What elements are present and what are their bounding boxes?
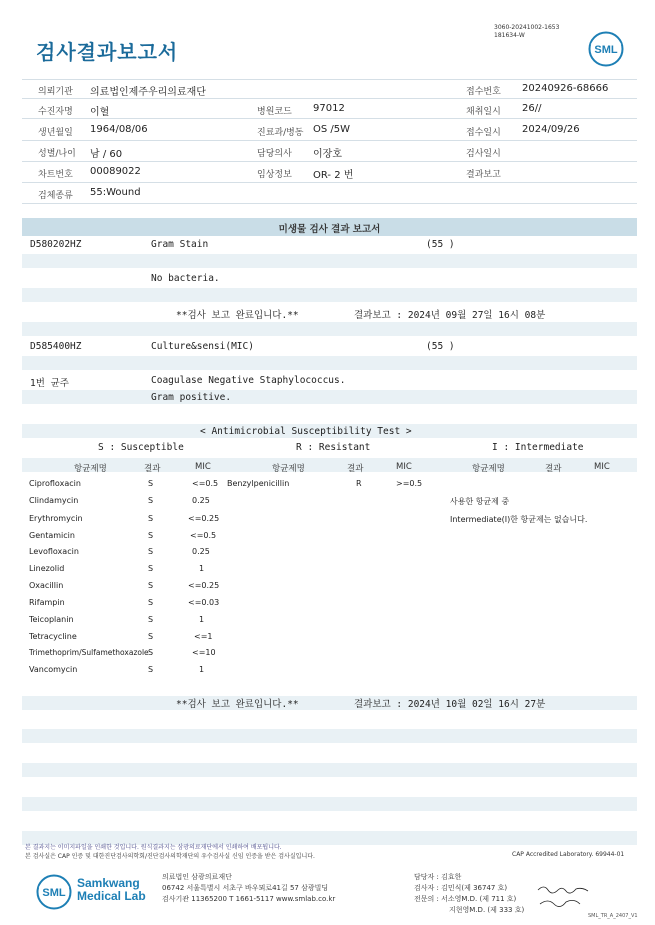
test1-result: No bacteria. xyxy=(151,273,220,284)
test1-report-time: 결과보고 : 2024년 09월 27일 16시 08분 xyxy=(354,310,546,321)
examinee-label: 수진자명 xyxy=(38,107,73,117)
dept-value: OS /5W xyxy=(313,124,351,135)
examinee-value: 이혈 xyxy=(90,107,110,118)
ast-drug: Tetracycline xyxy=(29,632,77,641)
ast-col-mic-3: MIC xyxy=(594,462,610,472)
chart-label: 차트번호 xyxy=(38,170,73,180)
organism-gram: Gram positive. xyxy=(151,392,232,403)
test1-specimen: (55 ) xyxy=(426,239,455,250)
ast-result: S xyxy=(148,632,154,641)
sml-logo-text: SML xyxy=(594,44,618,56)
ast-drug: Vancomycin xyxy=(29,665,78,674)
org-info xyxy=(162,872,335,905)
org-name: 의료법인 삼광의료재단 xyxy=(162,873,232,881)
footer-note-1: 본 결과지는 이미지파일을 인쇄한 것입니다. 원식결과지는 삼광의료재단에서 인쇄하여 배포됩니다. xyxy=(25,844,282,851)
ast-legend-i: I : Intermediate xyxy=(492,442,584,453)
ast-mic: <=0.03 xyxy=(188,598,220,607)
staff-line-1: 담당자 : 김효한 xyxy=(414,873,462,881)
ast-col2-mic: >=0.5 xyxy=(396,479,423,488)
sml-logo-icon xyxy=(588,31,624,67)
test2-specimen: (55 ) xyxy=(426,341,455,352)
ast-result: S xyxy=(148,531,154,540)
ast-result: S xyxy=(148,665,154,674)
ast-mic: <=0.5 xyxy=(190,531,217,540)
test2-code: D585400HZ xyxy=(30,341,82,352)
ast-legend-s: S : Susceptible xyxy=(98,442,184,453)
ast-mic: 1 xyxy=(199,564,205,573)
ast-note-1: 사용한 항균제 중 xyxy=(450,497,510,506)
sex-age-label: 성별/나이 xyxy=(38,149,76,159)
ast-mic: <=0.25 xyxy=(188,514,220,523)
ast-col2-result: R xyxy=(356,479,362,488)
clinical-label: 임상정보 xyxy=(257,170,292,180)
ast-col-result-2: 결과 xyxy=(347,464,364,474)
ast-result: S xyxy=(148,479,154,488)
birth-value: 1964/08/06 xyxy=(90,124,148,135)
ast-result: S xyxy=(148,598,154,607)
test-date-label: 검사일시 xyxy=(466,149,501,159)
reception-no-label: 접수번호 xyxy=(466,87,501,97)
ast-result: S xyxy=(148,564,154,573)
institution-label: 의뢰기관 xyxy=(38,87,73,97)
document-id-line2: 181634-W xyxy=(494,32,525,39)
ast-note-2: Intermediate(I)한 항균제는 없습니다. xyxy=(450,515,588,524)
report-title: 검사결과보고서 xyxy=(36,40,179,64)
staff-line-3: 전문의 : 서소영M.D. (제 711 호) xyxy=(414,895,517,903)
sex-age-value: 남 / 60 xyxy=(90,149,123,160)
signature-image xyxy=(536,880,596,914)
brand-name xyxy=(77,877,146,903)
organism-label: 1번 균주 xyxy=(30,378,69,389)
test1-name: Gram Stain xyxy=(151,239,209,250)
institution-value: 의료법인제주우리의료재단 xyxy=(90,87,206,98)
sml-footer-logo-text: SML xyxy=(42,887,66,899)
ast-mic: <=0.5 xyxy=(192,479,219,488)
ast-title: < Antimicrobial Susceptibility Test > xyxy=(200,426,412,437)
ast-drug: Gentamicin xyxy=(29,531,75,540)
staff-line-2: 검사자 : 김민식(제 36747 호) xyxy=(414,884,508,892)
report-date-label: 결과보고 xyxy=(466,170,501,180)
ast-drug: Teicoplanin xyxy=(29,615,74,624)
ast-mic: 1 xyxy=(199,665,205,674)
ast-col-result-1: 결과 xyxy=(144,464,161,474)
ast-drug: Oxacillin xyxy=(29,581,64,590)
ast-col2-drug: Benzylpenicillin xyxy=(227,479,290,488)
birth-label: 생년월일 xyxy=(38,128,73,138)
staff-info xyxy=(414,872,524,916)
ast-mic: 0.25 xyxy=(192,547,210,556)
test2-name: Culture&sensi(MIC) xyxy=(151,341,254,352)
brand-line-2: Medical Lab xyxy=(77,889,146,903)
ast-legend-r: R : Resistant xyxy=(296,442,371,453)
reception-no-value: 20240926-68666 xyxy=(522,83,609,94)
reception-date-value: 2024/09/26 xyxy=(522,124,580,135)
specimen-label: 검체종류 xyxy=(38,191,73,201)
ast-result: S xyxy=(148,581,154,590)
collect-date-label: 채취일시 xyxy=(466,107,501,117)
doctor-value: 이장호 xyxy=(313,149,342,160)
brand-line-1: Samkwang xyxy=(77,876,140,890)
ast-col-result-3: 결과 xyxy=(545,464,562,474)
cap-accreditation: CAP Accredited Laboratory. 69944-01 xyxy=(512,851,625,858)
ast-result: S xyxy=(148,615,154,624)
ast-result: S xyxy=(148,648,154,657)
ast-drug: Rifampin xyxy=(29,598,65,607)
ast-col-mic-1: MIC xyxy=(195,462,211,472)
ast-drug: Trimethoprim/Sulfamethoxazole xyxy=(29,648,149,657)
ast-col-mic-2: MIC xyxy=(396,462,412,472)
ast-mic: <=10 xyxy=(192,648,216,657)
reception-date-label: 접수일시 xyxy=(466,128,501,138)
doctor-label: 담당의사 xyxy=(257,149,292,159)
dept-label: 진료과/병동 xyxy=(257,128,304,138)
form-code: SML_TR_A_2407_V1 xyxy=(588,913,638,919)
ast-drug: Ciprofloxacin xyxy=(29,479,81,488)
section-title: 미생물 검사 결과 보고서 xyxy=(278,224,381,235)
hospital-code-value: 97012 xyxy=(313,103,345,114)
document-id-line1: 3060-20241002-1653 xyxy=(494,24,560,31)
ast-drug: Clindamycin xyxy=(29,496,79,505)
ast-col-drug-3: 항균제명 xyxy=(472,464,505,474)
ast-complete: **검사 보고 완료입니다.** xyxy=(176,699,299,710)
ast-drug: Levofloxacin xyxy=(29,547,79,556)
ast-mic: 0.25 xyxy=(192,496,210,505)
ast-drug: Linezolid xyxy=(29,564,65,573)
document-id xyxy=(494,24,559,40)
ast-col-drug-2: 항균제명 xyxy=(272,464,305,474)
footer-note-2: 본 검사실은 CAP 인증 및 대한진단검사의학회/진단검사의학재단의 우수검사실 신임 인증을 받은 검사실입니다. xyxy=(25,853,315,860)
org-address: 06742 서울특별시 서초구 바우뫼로41길 57 삼광빌딩 xyxy=(162,884,329,892)
ast-result: S xyxy=(148,496,154,505)
ast-mic: 1 xyxy=(199,615,205,624)
ast-mic: <=1 xyxy=(194,632,213,641)
collect-date-value: 26// xyxy=(522,103,542,114)
hospital-code-label: 병원코드 xyxy=(257,107,292,117)
organism-name: Coagulase Negative Staphylococcus. xyxy=(151,375,346,386)
clinical-value: OR- 2 번 xyxy=(313,170,354,181)
test1-complete: **검사 보고 완료입니다.** xyxy=(176,310,299,321)
staff-line-4: 지현영M.D. (제 333 호) xyxy=(449,906,525,914)
org-contact: 검사기관 11365200 T 1661-5117 www.smlab.co.kr xyxy=(162,895,336,903)
ast-drug: Erythromycin xyxy=(29,514,83,523)
ast-result: S xyxy=(148,514,154,523)
ast-mic: <=0.25 xyxy=(188,581,220,590)
ast-col-drug-1: 항균제명 xyxy=(74,464,107,474)
ast-report-time: 결과보고 : 2024년 10월 02일 16시 27분 xyxy=(354,699,546,710)
sml-footer-logo-icon xyxy=(36,874,72,910)
specimen-value: 55:Wound xyxy=(90,187,141,198)
test1-code: D580202HZ xyxy=(30,239,82,250)
ast-result: S xyxy=(148,547,154,556)
chart-value: 00089022 xyxy=(90,166,141,177)
